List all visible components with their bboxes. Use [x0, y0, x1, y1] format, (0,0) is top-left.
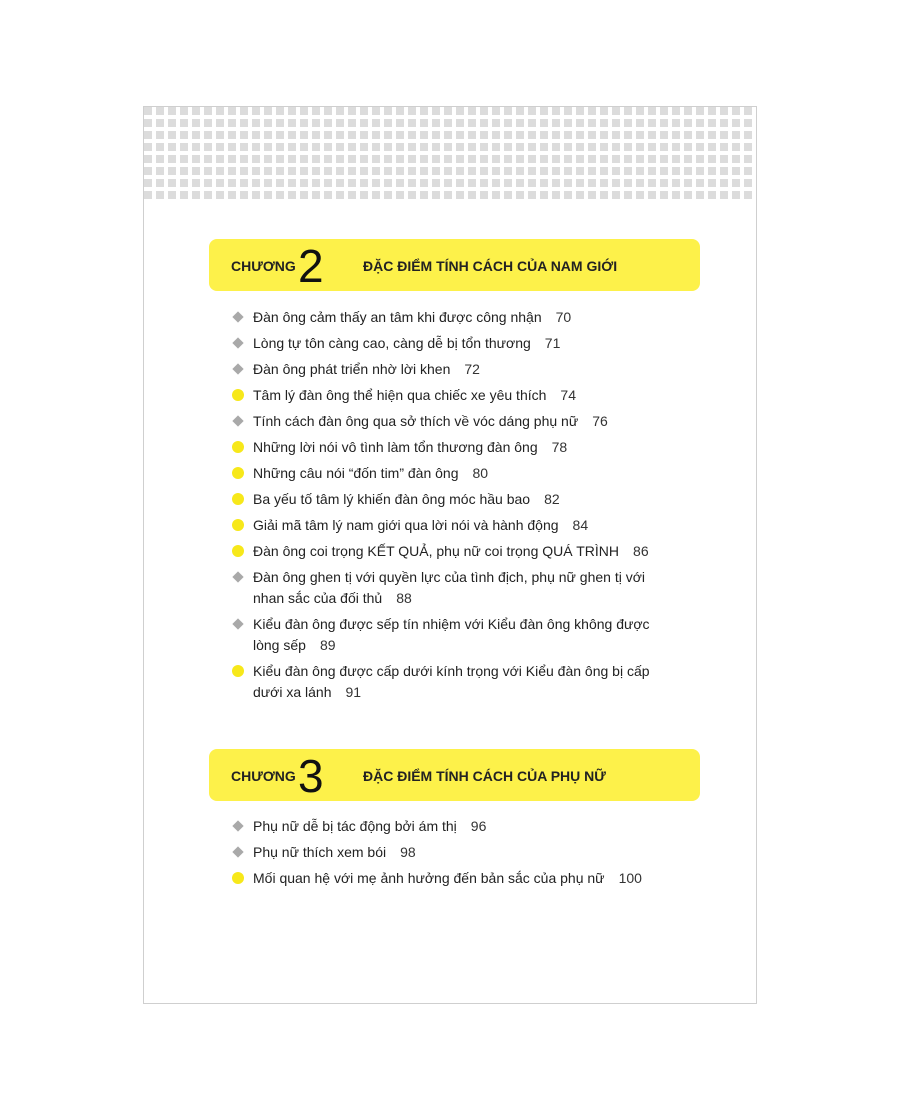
- dot-bullet-icon: [232, 389, 244, 401]
- toc-entry-page: 70: [555, 309, 572, 325]
- toc-entry-page: 88: [396, 590, 412, 606]
- grid-pattern-header: [144, 107, 756, 199]
- toc-entry-text: Đàn ông ghen tị với quyền lực của tình địch, phụ nữ ghen tị với nhan sắc của đối thủ: [253, 569, 646, 606]
- dot-bullet-icon: [232, 872, 244, 884]
- toc-entry[interactable]: [232, 385, 652, 406]
- diamond-bullet-icon: [232, 363, 244, 375]
- toc-entry[interactable]: [232, 411, 652, 432]
- toc-entry[interactable]: [232, 489, 652, 510]
- dot-bullet-icon: [232, 467, 244, 479]
- chapter-2-toc: [232, 307, 652, 708]
- toc-entry-text: Kiểu đàn ông được cấp dưới kính trọng với Kiểu đàn ông bị cấp dưới xa lánh: [253, 663, 650, 700]
- toc-entry[interactable]: [232, 307, 652, 328]
- toc-entry-page: 72: [464, 361, 480, 377]
- toc-entry-page: 86: [633, 543, 649, 559]
- chapter-label: CHƯƠNG: [231, 258, 296, 274]
- dot-bullet-icon: [232, 493, 244, 505]
- toc-entry-page: 84: [572, 517, 589, 533]
- diamond-bullet-icon: [232, 337, 244, 349]
- toc-entry-page: 74: [560, 387, 576, 403]
- toc-entry[interactable]: [232, 333, 652, 354]
- toc-entry-page: 91: [345, 684, 362, 700]
- toc-entry[interactable]: [232, 816, 652, 837]
- toc-entry[interactable]: [232, 614, 652, 656]
- toc-entry-text: Lòng tự tôn càng cao, càng dễ bị tổn thương: [253, 335, 531, 351]
- toc-entry[interactable]: [232, 437, 652, 458]
- book-page: [143, 106, 757, 1004]
- dot-bullet-icon: [232, 441, 244, 453]
- chapter-title: ĐẶC ĐIỂM TÍNH CÁCH CỦA NAM GIỚI: [363, 258, 618, 274]
- toc-entry-text: Những câu nói “đốn tim” đàn ông: [253, 465, 459, 481]
- toc-entry-text: Đàn ông coi trọng KẾT QUẢ, phụ nữ coi trọng QUÁ TRÌNH: [253, 543, 620, 559]
- diamond-bullet-icon: [232, 618, 244, 630]
- chapter-number: 3: [298, 750, 324, 802]
- diamond-bullet-icon: [232, 820, 244, 832]
- diamond-bullet-icon: [232, 415, 244, 427]
- toc-entry-text: Tính cách đàn ông qua sở thích về vóc dáng phụ nữ: [253, 413, 579, 429]
- toc-entry-page: 98: [400, 844, 416, 860]
- diamond-bullet-icon: [232, 311, 244, 323]
- dot-bullet-icon: [232, 665, 244, 677]
- chapter-title: ĐẶC ĐIỂM TÍNH CÁCH CỦA PHỤ NỮ: [363, 768, 606, 784]
- toc-entry[interactable]: [232, 541, 652, 562]
- toc-entry-text: Mối quan hệ với mẹ ảnh hưởng đến bản sắc của phụ nữ: [253, 870, 605, 886]
- chapter-3-header: [209, 749, 700, 801]
- toc-entry-page: 76: [592, 413, 608, 429]
- toc-entry-text: Kiểu đàn ông được sếp tín nhiệm với Kiểu đàn ông không được lòng sếp: [253, 616, 650, 653]
- toc-entry[interactable]: [232, 868, 652, 889]
- toc-entry-text: Đàn ông phát triển nhờ lời khen: [253, 361, 451, 377]
- toc-entry[interactable]: [232, 515, 652, 536]
- toc-entry-page: 96: [470, 818, 487, 834]
- toc-entry-text: Tâm lý đàn ông thể hiện qua chiếc xe yêu thích: [253, 387, 547, 403]
- toc-entry-text: Giải mã tâm lý nam giới qua lời nói và hành động: [253, 517, 559, 533]
- toc-entry-page: 100: [618, 870, 642, 886]
- toc-entry-page: 89: [319, 637, 336, 653]
- toc-entry-text: Phụ nữ thích xem bói: [253, 844, 387, 860]
- toc-entry-text: Phụ nữ dễ bị tác động bởi ám thị: [253, 818, 457, 834]
- toc-entry-page: 80: [472, 465, 489, 481]
- toc-entry[interactable]: [232, 661, 652, 703]
- toc-entry-page: 71: [544, 335, 561, 351]
- toc-entry[interactable]: [232, 842, 652, 863]
- chapter-number: 2: [298, 240, 324, 292]
- chapter-label: CHƯƠNG: [231, 768, 296, 784]
- toc-entry-page: 78: [551, 439, 568, 455]
- dot-bullet-icon: [232, 519, 244, 531]
- diamond-bullet-icon: [232, 846, 244, 858]
- toc-entry[interactable]: [232, 359, 652, 380]
- toc-entry-page: 82: [544, 491, 560, 507]
- toc-entry-text: Những lời nói vô tình làm tổn thương đàn ông: [253, 439, 538, 455]
- dot-bullet-icon: [232, 545, 244, 557]
- toc-entry[interactable]: [232, 567, 652, 609]
- diamond-bullet-icon: [232, 571, 244, 583]
- chapter-3-toc: [232, 816, 652, 894]
- toc-entry[interactable]: [232, 463, 652, 484]
- toc-entry-text: Đàn ông cảm thấy an tâm khi được công nhận: [253, 309, 542, 325]
- chapter-2-header: [209, 239, 700, 291]
- toc-entry-text: Ba yếu tố tâm lý khiến đàn ông móc hầu bao: [253, 491, 531, 507]
